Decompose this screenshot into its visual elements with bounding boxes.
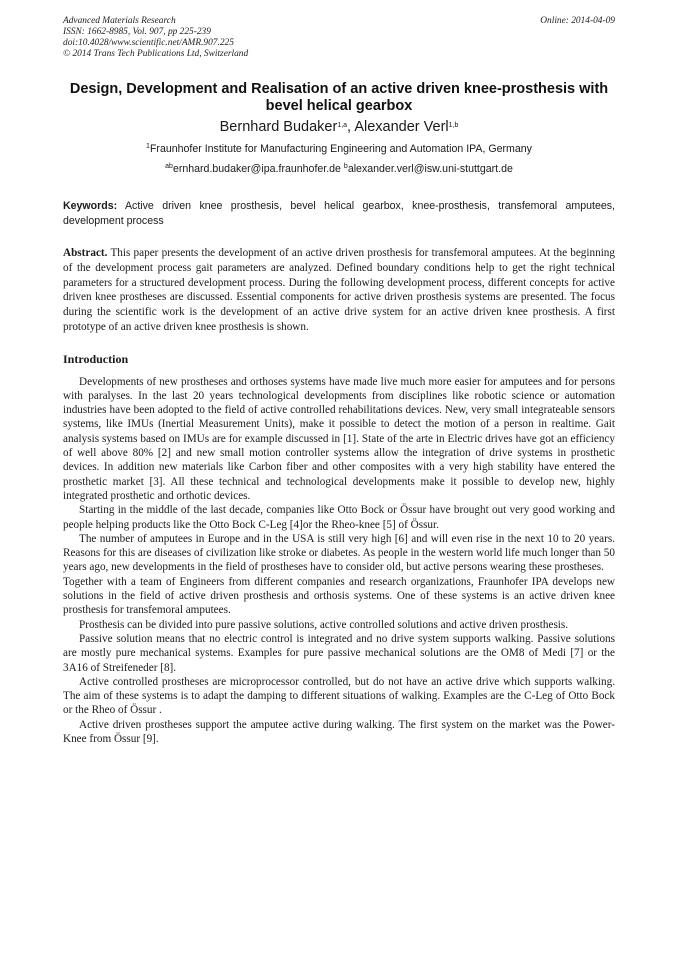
abstract-block [63,246,615,334]
author-name: Bernhard Budaker [219,119,338,136]
author-name: Alexander Verl [354,119,449,136]
affiliation [63,143,615,156]
online-date: Online: 2014-04-09 [540,16,615,26]
intro-paragraph: The number of amputees in Europe and in the USA is still very high [6] and will even rise in the next 10 to 20 years. Reasons for this are diseases of civilization like stroke or diabetes. As people in the western world life much longer than 50 years ago, new developments in the field of prostheses have to consider old, but active persons wearing these prostheses. [63,532,615,574]
journal-name: Advanced Materials Research [63,16,176,26]
intro-paragraph: Starting in the middle of the last decade, companies like Otto Bock or Össur have brought out very good working and people helping products like the Otto Bock C-Leg [4]or the Rheo-knee [5] of Össur. [63,504,615,531]
intro-paragraph: Developments of new prostheses and orthoses systems have made live much more easier for amputees and for persons with paralyses. In the last 20 years technological developments from disciplines like robotic science or automation industries have been adopted to the field of active controlled rehabilitations devices. New, very small integrateable sensors systems, like IMUs (Inertial Measurement Units), make it possible to detect the motion of a person in realtime. Gait analysis systems based on IMUs are for example discussed in [1]. State of the arte in Electric drives have got an efficiency of well above 80% [2] and new small motion controller systems allow the integration of drive systems in prosthetic devices. In addition new materials like Carbon fiber and other composites with a very high stability have entered the prosthetic market [3]. All these technical and technological developments make it possible to develop new, highly integrated prosthetic and orthotic devices. [63,375,615,502]
paper-page [63,16,615,746]
keywords-text: Active driven knee prosthesis, bevel helical gearbox, knee-prosthesis, transfemoral amputees, development process [63,200,615,227]
author-superscript: 1,a [337,122,348,130]
paper-title: Design, Development and Realisation of an active driven knee-prosthesis with bevel helical gearbox [69,81,609,115]
email-address: alexander.verl@isw.uni-stuttgart.de [347,163,513,176]
keywords-block [63,199,615,228]
intro-paragraph: Active controlled prostheses are microprocessor controlled, but do not have an active drive which supports walking. The aim of these systems is to adapt the damping to different situations of walking. Examples are the C-Leg of Otto Bock or the Rheo of Össur . [63,675,615,717]
email-superscript: b [343,163,348,171]
intro-paragraph: Together with a team of Engineers from different companies and research organizations, Fraunhofer IPA develops new solutions in the field of active driven prosthesis and orthosis systems. One of these systems is an active driven knee prosthesis for transfemoral amputees. [63,575,615,617]
doi-line: doi:10.4028/www.scientific.net/AMR.907.225 [63,38,234,49]
abstract-label: Abstract. [63,247,108,260]
affiliation-text: Fraunhofer Institute for Manufacturing Engineering and Automation IPA, Germany [149,143,532,156]
intro-paragraph: Prosthesis can be divided into pure passive solutions, active controlled solutions and active driven prosthesis. [79,618,569,631]
issn-line: ISSN: 1662-8985, Vol. 907, pp 225-239 [63,27,211,38]
section-heading: Introduction [63,351,129,366]
affiliation-superscript: 1 [146,143,150,151]
keywords-label: Keywords: [63,200,118,213]
journal-header [63,16,615,60]
intro-paragraph: Passive solution means that no electric control is integrated and no drive system supports walking. Passive solutions are mostly pure mechanical systems. Examples for pure passive mechanical solutions are the OM8 of Medi [7] or the 3A16 of Streifeneder [8]. [63,632,615,674]
intro-paragraph: Active driven prostheses support the amputee active during walking. The first system on the market was the Power-Knee from Össur [9]. [63,718,615,746]
author-emails [63,163,615,176]
email-address: ernhard.budaker@ipa.fraunhofer.de [172,163,341,176]
author-separator: , [347,119,355,136]
abstract-text: This paper presents the development of an active driven prosthesis for transfemoral amputees. At the beginning of the development process gait parameters are analyzed. Defined boundary conditions help to get the right technical parameters for a structured development process. During the following development process, different concepts for active driven knee prostheses are discussed. Essential components for active driven prosthesis systems are presented. The focus during the scientific work is the development of an active drive system for an active driven knee prosthesis. A first prototype of an active driven knee prosthesis is shown. [63,247,615,333]
author-superscript: 1,b [448,122,459,130]
copyright-line: © 2014 Trans Tech Publications Ltd, Switzerland [63,49,249,60]
author-list [63,119,615,136]
email-superscript: ab [165,163,173,171]
